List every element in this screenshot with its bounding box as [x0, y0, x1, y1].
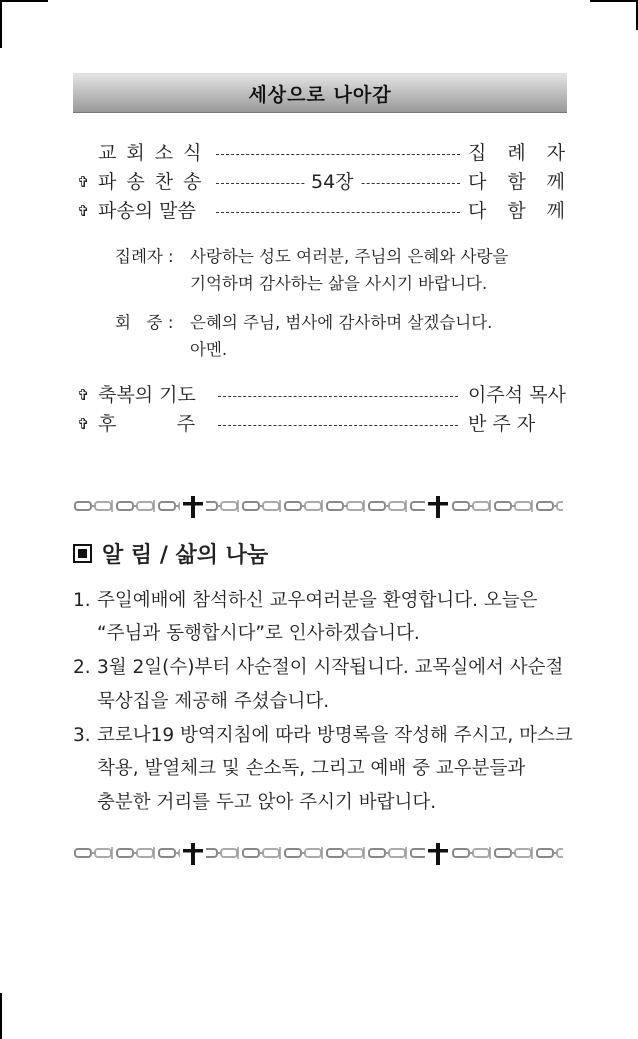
item-text-line: 3월 2일(수)부터 사순절이 시작됩니다. 교목실에서 사순절 — [97, 657, 564, 678]
leader-line — [216, 212, 460, 213]
order-responsible: 다 함 께 — [468, 200, 565, 222]
order-label: 파송의 말씀 — [98, 200, 196, 222]
crop-mark-top-right — [590, 0, 638, 2]
section-header-title: 세상으로 나아감 — [248, 83, 392, 106]
congregation-label: 회 중 : — [115, 313, 174, 332]
item-number: 1. — [73, 590, 91, 611]
item-text-line: “주님과 동행합시다”로 인사하겠습니다. — [97, 623, 420, 644]
order-row-news — [0, 140, 638, 166]
order-responsible: 이주석 목사 — [468, 384, 566, 406]
cross-icon: ✞ — [77, 386, 90, 404]
cross-icon — [425, 843, 451, 865]
item-text-line: 주일예배에 참석하신 교우여러분을 환영합니다. 오늘은 — [97, 590, 538, 611]
order-row-hymn — [0, 169, 638, 195]
congregation-text-line1: 은혜의 주님, 범사에 감사하며 살겠습니다. — [190, 313, 493, 332]
order-label: 축복의 기도 — [98, 384, 196, 406]
crop-mark-top-left-v — [0, 0, 2, 48]
crop-mark-top-left — [0, 0, 48, 2]
congregation-text-line2: 아멘. — [190, 340, 228, 359]
announcements-title: 알 림 / 삶의 나눔 — [102, 543, 269, 568]
leader-text-line2: 기억하며 감사하는 삶을 사시기 바랍니다. — [190, 274, 488, 293]
item-text-line: 코로나19 방역지침에 따라 방명록을 작성해 주시고, 마스크 — [97, 725, 573, 746]
hymn-number: 54장 — [305, 169, 360, 195]
order-label: 후 주 — [98, 413, 196, 435]
order-row-postlude — [0, 411, 638, 437]
leader-line — [218, 425, 458, 426]
leader-line — [218, 396, 458, 397]
item-number: 2. — [73, 657, 91, 678]
cross-icon — [180, 496, 206, 518]
crop-mark-bottom-left-v — [0, 993, 2, 1039]
cross-icon: ✞ — [77, 173, 90, 191]
item-text-line: 충분한 거리를 두고 앉아 주시기 바랍니다. — [97, 792, 437, 813]
item-text-line: 묵상집을 제공해 주셨습니다. — [97, 691, 330, 712]
order-responsible: 반 주 자 — [468, 413, 536, 435]
leader-label: 집례자 : — [115, 247, 174, 266]
cross-icon: ✞ — [77, 202, 90, 220]
leader-text-line1: 사랑하는 성도 여러분, 주님의 은혜와 사랑을 — [190, 247, 509, 266]
leader-line — [216, 154, 460, 155]
chain-divider-bottom — [73, 841, 563, 867]
section-header-bar — [73, 73, 567, 113]
order-label: 교 회 소 식 — [98, 142, 204, 164]
cross-icon: ✞ — [77, 415, 90, 433]
item-number: 3. — [73, 725, 91, 746]
order-responsible: 다 함 께 — [468, 171, 565, 193]
square-bullet-icon — [73, 544, 92, 563]
cross-icon — [425, 496, 451, 518]
announcements-heading — [73, 538, 268, 569]
order-label: 파 송 찬 송 — [98, 171, 204, 193]
order-row-benediction — [0, 382, 638, 408]
item-text-line: 착용, 발열체크 및 손소독, 그리고 예배 중 교우분들과 — [97, 758, 526, 779]
order-responsible: 집 례 자 — [468, 142, 565, 164]
cross-icon — [180, 843, 206, 865]
chain-divider-top — [73, 494, 563, 520]
order-row-sending-word — [0, 198, 638, 224]
